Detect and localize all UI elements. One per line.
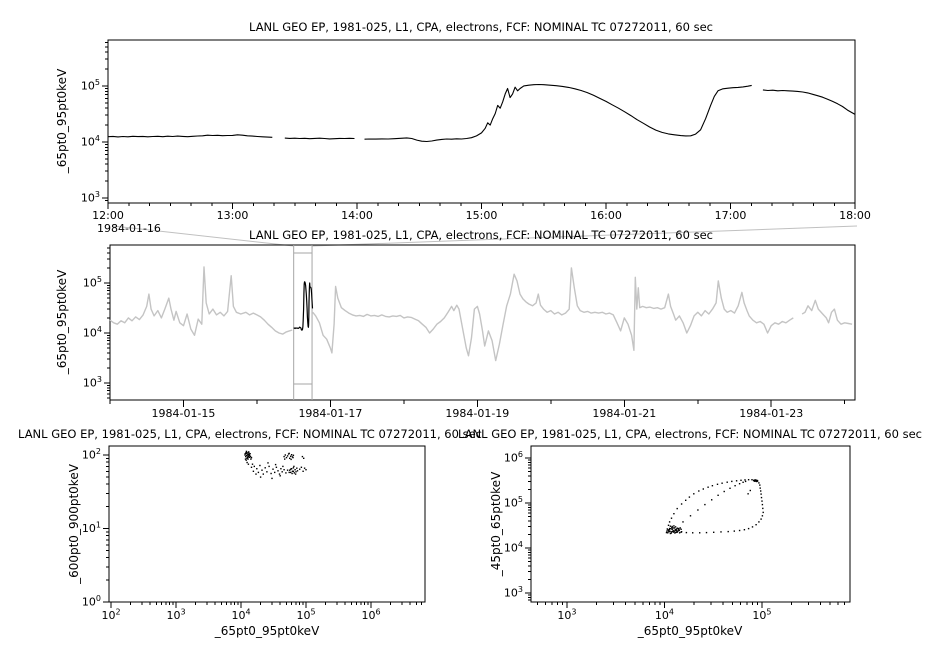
axis-tick-label: $10^5$ <box>82 275 102 290</box>
axis-tick-label: $10^5$ <box>503 495 523 510</box>
date-tick-label: 1984-01-23 <box>739 407 804 420</box>
axis-tick-label: $10^1$ <box>81 520 101 535</box>
time-tick-label: 15:00 <box>465 209 498 222</box>
y-axis-label-scatter-left: _600pt0_900pt0keV <box>67 464 81 584</box>
zoom-ts-plot-area[interactable] <box>108 40 855 203</box>
axis-tick-label: $10^5$ <box>296 607 316 622</box>
axis-tick-label: $10^3$ <box>557 607 577 622</box>
axis-tick-label: $10^2$ <box>101 607 121 622</box>
axis-tick-label: $10^3$ <box>82 375 102 390</box>
time-tick-label: 13:00 <box>216 209 249 222</box>
axis-tick-label: $10^3$ <box>80 189 100 205</box>
y-axis-label-scatter-right: _45pt0_65pt0keV <box>489 471 503 577</box>
time-tick-label: 16:00 <box>590 209 622 222</box>
chart-zoom-timeseries <box>81 40 871 222</box>
date-tick-label: 1984-01-15 <box>151 407 216 420</box>
date-tick-label: 1984-01-17 <box>298 407 363 420</box>
axis-tick-label: $10^3$ <box>503 585 523 600</box>
date-tick-label: 1984-01-19 <box>445 407 510 420</box>
chart-context-timeseries <box>83 226 857 420</box>
time-tick-label: 18:00 <box>839 209 871 222</box>
plot-title-scatter-left: LANL GEO EP, 1981-025, L1, CPA, electrons, FCF: NOMINAL TC 07272011, 60 sec <box>18 427 482 441</box>
axis-tick-label: $10^4$ <box>82 325 102 340</box>
x-axis-label-scatter-right: _65pt0_95pt0keV <box>637 624 743 638</box>
axis-tick-label: $10^0$ <box>81 594 101 609</box>
axis-tick-label: $10^4$ <box>80 133 100 149</box>
y-axis-label-top: _65pt0_95pt0keV <box>55 68 69 174</box>
context-ts-plot-area[interactable] <box>110 245 855 400</box>
axis-tick-label: $10^5$ <box>752 607 772 622</box>
chart-scatter-600-900 <box>82 446 425 622</box>
axis-tick-label: $10^2$ <box>81 446 101 462</box>
axis-tick-label: $10^4$ <box>654 607 675 622</box>
axis-tick-label: $10^3$ <box>166 607 186 622</box>
plot-title-top: LANL GEO EP, 1981-025, L1, CPA, electrons, FCF: NOMINAL TC 07272011, 60 sec <box>249 20 713 34</box>
axis-tick-label: $10^4$ <box>231 607 251 622</box>
y-axis-label-context: _65pt0_95pt0keV <box>55 269 69 375</box>
plot-title-scatter-right: LANL GEO EP, 1981-025, L1, CPA, electrons, FCF: NOMINAL TC 07272011, 60 sec <box>458 427 922 441</box>
time-tick-label: 14:00 <box>341 209 373 222</box>
plot-title-context: LANL GEO EP, 1981-025, L1, CPA, electrons, FCF: NOMINAL TC 07272011, 60 sec <box>249 228 713 242</box>
date-tick-label: 1984-01-21 <box>592 407 657 420</box>
time-tick-label: 12:00 <box>92 209 124 222</box>
chart-scatter-45-65-plot-area[interactable] <box>531 446 850 602</box>
chart-scatter-600-900-plot-area[interactable] <box>109 446 425 602</box>
x-axis-label-scatter-left: _65pt0_95pt0keV <box>214 624 320 638</box>
chart-scatter-45-65 <box>504 446 850 622</box>
axis-tick-label: $10^5$ <box>80 77 100 93</box>
axis-tick-label: $10^6$ <box>503 450 523 465</box>
x-axis-date-label: 1984-01-16 <box>97 222 161 235</box>
axis-tick-label: $10^4$ <box>503 540 523 555</box>
axis-tick-label: $10^6$ <box>361 607 381 622</box>
time-tick-label: 17:00 <box>714 209 747 222</box>
